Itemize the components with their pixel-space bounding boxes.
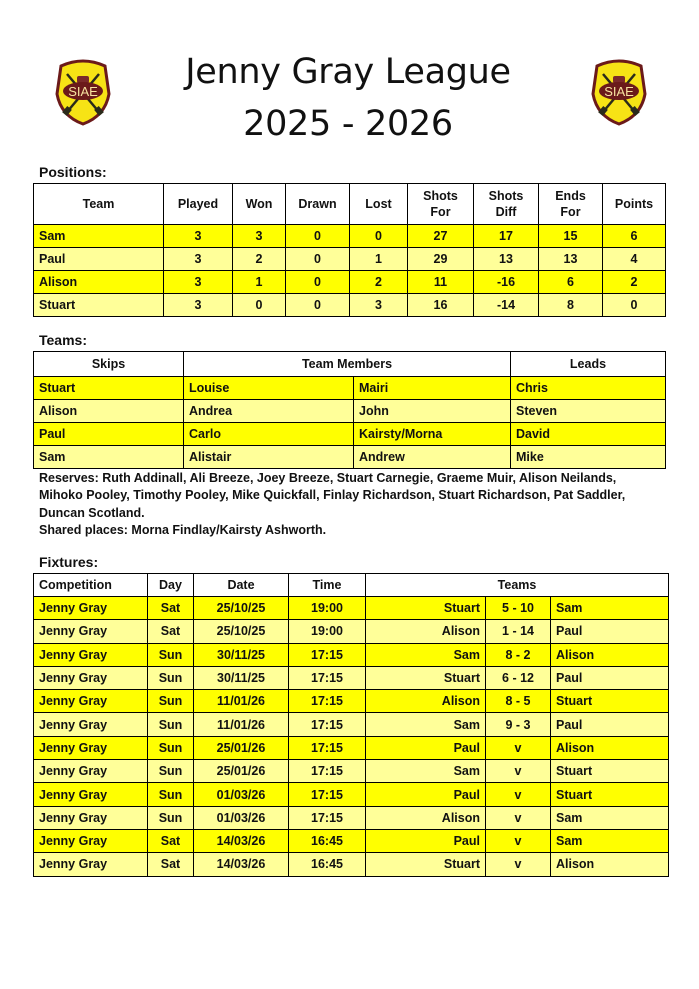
time: 16:45 [289, 853, 366, 876]
teams-table [33, 351, 666, 469]
competition: Jenny Gray [34, 760, 148, 783]
competition: Jenny Gray [34, 643, 148, 666]
home-team: Stuart [366, 597, 486, 620]
away-team: Paul [551, 713, 669, 736]
teams-row [34, 400, 666, 423]
drawn: 0 [286, 225, 350, 248]
away-team: Alison [551, 853, 669, 876]
day: Sat [148, 829, 194, 852]
skip: Alison [34, 400, 184, 423]
team-name: Paul [34, 248, 164, 271]
reserves-text: Reserves: Ruth Addinall, Ali Breeze, Joey Breeze, Stuart Carnegie, Graeme Muir, Alison Neilands, Mihoko Pooley, Timothy Pooley, Mike Quickfall, Finlay Richardson, Stuart Richardson, Pat Saddler, Duncan Scotland. [39, 471, 626, 520]
won: 0 [233, 294, 286, 317]
col-drawn: Drawn [286, 184, 350, 225]
away-team: Alison [551, 643, 669, 666]
fixture-row [34, 643, 669, 666]
lost: 0 [350, 225, 408, 248]
lead: Mike [511, 446, 666, 469]
member: Alistair [184, 446, 354, 469]
home-team: Sam [366, 713, 486, 736]
member: Mairi [354, 377, 511, 400]
competition: Jenny Gray [34, 806, 148, 829]
col-team: Team [34, 184, 164, 225]
skip: Stuart [34, 377, 184, 400]
fixture-row [34, 666, 669, 689]
time: 17:15 [289, 783, 366, 806]
points: 6 [603, 225, 666, 248]
lead: Steven [511, 400, 666, 423]
competition: Jenny Gray [34, 597, 148, 620]
date: 11/01/26 [194, 690, 289, 713]
page-title [150, 46, 546, 150]
shots-diff: 13 [474, 248, 539, 271]
fixtures-table [33, 573, 669, 877]
shared-places-text: Shared places: Morna Findlay/Kairsty Ashworth. [39, 522, 327, 537]
svg-text:SIAE: SIAE [68, 84, 98, 99]
score: 8 - 5 [486, 690, 551, 713]
date: 14/03/26 [194, 853, 289, 876]
home-team: Alison [366, 620, 486, 643]
home-team: Stuart [366, 666, 486, 689]
competition: Jenny Gray [34, 713, 148, 736]
away-team: Stuart [551, 783, 669, 806]
col-played: Played [164, 184, 233, 225]
team-name: Sam [34, 225, 164, 248]
shots-for: 27 [408, 225, 474, 248]
points: 2 [603, 271, 666, 294]
siae-shield-icon [589, 56, 649, 126]
ends-for: 6 [539, 271, 603, 294]
lost: 3 [350, 294, 408, 317]
date: 25/01/26 [194, 736, 289, 759]
home-team: Paul [366, 829, 486, 852]
score: 9 - 3 [486, 713, 551, 736]
siae-logo-left [53, 56, 113, 126]
away-team: Stuart [551, 760, 669, 783]
score: 8 - 2 [486, 643, 551, 666]
home-team: Paul [366, 736, 486, 759]
team-name: Stuart [34, 294, 164, 317]
col-lost: Lost [350, 184, 408, 225]
day: Sun [148, 713, 194, 736]
home-team: Sam [366, 643, 486, 666]
date: 30/11/25 [194, 666, 289, 689]
won: 3 [233, 225, 286, 248]
date: 25/10/25 [194, 597, 289, 620]
score: v [486, 760, 551, 783]
points: 4 [603, 248, 666, 271]
col-shots-for: Shots For [408, 184, 474, 225]
fixture-row [34, 760, 669, 783]
fixtures-heading: Fixtures: [39, 554, 99, 570]
member: Andrew [354, 446, 511, 469]
lost: 1 [350, 248, 408, 271]
col-skips: Skips [34, 352, 184, 377]
score: v [486, 736, 551, 759]
home-team: Alison [366, 690, 486, 713]
fixtures-header-row [34, 574, 669, 597]
score: v [486, 806, 551, 829]
member: Carlo [184, 423, 354, 446]
competition: Jenny Gray [34, 783, 148, 806]
col-shots-diff: Shots Diff [474, 184, 539, 225]
lead: Chris [511, 377, 666, 400]
score: v [486, 853, 551, 876]
day: Sun [148, 690, 194, 713]
teams-heading: Teams: [39, 332, 87, 348]
fixture-row [34, 806, 669, 829]
day: Sun [148, 666, 194, 689]
positions-heading: Positions: [39, 164, 107, 180]
member: Andrea [184, 400, 354, 423]
notes [39, 470, 659, 539]
home-team: Stuart [366, 853, 486, 876]
teams-row [34, 423, 666, 446]
col-time: Time [289, 574, 366, 597]
ends-for: 13 [539, 248, 603, 271]
col-ends-for: Ends For [539, 184, 603, 225]
shots-for: 16 [408, 294, 474, 317]
col-won: Won [233, 184, 286, 225]
positions-row [34, 271, 666, 294]
member: Kairsty/Morna [354, 423, 511, 446]
col-team-members: Team Members [184, 352, 511, 377]
fixture-row [34, 829, 669, 852]
competition: Jenny Gray [34, 620, 148, 643]
day: Sun [148, 806, 194, 829]
lost: 2 [350, 271, 408, 294]
member: Louise [184, 377, 354, 400]
played: 3 [164, 225, 233, 248]
time: 19:00 [289, 620, 366, 643]
fixture-row [34, 620, 669, 643]
shots-for: 29 [408, 248, 474, 271]
time: 17:15 [289, 666, 366, 689]
teams-row [34, 377, 666, 400]
shots-diff: -14 [474, 294, 539, 317]
score: v [486, 783, 551, 806]
skip: Sam [34, 446, 184, 469]
competition: Jenny Gray [34, 829, 148, 852]
svg-text:SIAE: SIAE [604, 84, 634, 99]
time: 17:15 [289, 690, 366, 713]
siae-shield-icon [53, 56, 113, 126]
away-team: Alison [551, 736, 669, 759]
date: 25/10/25 [194, 620, 289, 643]
away-team: Sam [551, 597, 669, 620]
day: Sun [148, 783, 194, 806]
away-team: Paul [551, 666, 669, 689]
time: 17:15 [289, 736, 366, 759]
home-team: Paul [366, 783, 486, 806]
fixture-row [34, 597, 669, 620]
day: Sat [148, 620, 194, 643]
title-line-1: Jenny Gray League [185, 52, 511, 92]
competition: Jenny Gray [34, 853, 148, 876]
positions-row [34, 294, 666, 317]
time: 19:00 [289, 597, 366, 620]
score: v [486, 829, 551, 852]
away-team: Sam [551, 829, 669, 852]
date: 11/01/26 [194, 713, 289, 736]
competition: Jenny Gray [34, 690, 148, 713]
drawn: 0 [286, 271, 350, 294]
competition: Jenny Gray [34, 666, 148, 689]
played: 3 [164, 271, 233, 294]
time: 17:15 [289, 760, 366, 783]
positions-row [34, 225, 666, 248]
points: 0 [603, 294, 666, 317]
date: 01/03/26 [194, 783, 289, 806]
shots-diff: -16 [474, 271, 539, 294]
skip: Paul [34, 423, 184, 446]
lead: David [511, 423, 666, 446]
date: 14/03/26 [194, 829, 289, 852]
day: Sat [148, 597, 194, 620]
date: 30/11/25 [194, 643, 289, 666]
col-day: Day [148, 574, 194, 597]
home-team: Sam [366, 760, 486, 783]
fixture-row [34, 853, 669, 876]
day: Sat [148, 853, 194, 876]
col-leads: Leads [511, 352, 666, 377]
drawn: 0 [286, 248, 350, 271]
fixture-row [34, 736, 669, 759]
fixture-row [34, 690, 669, 713]
score: 5 - 10 [486, 597, 551, 620]
away-team: Sam [551, 806, 669, 829]
teams-row [34, 446, 666, 469]
positions-row [34, 248, 666, 271]
won: 2 [233, 248, 286, 271]
won: 1 [233, 271, 286, 294]
day: Sun [148, 643, 194, 666]
drawn: 0 [286, 294, 350, 317]
score: 1 - 14 [486, 620, 551, 643]
time: 16:45 [289, 829, 366, 852]
played: 3 [164, 294, 233, 317]
col-teams: Teams [366, 574, 669, 597]
shots-diff: 17 [474, 225, 539, 248]
fixture-row [34, 713, 669, 736]
score: 6 - 12 [486, 666, 551, 689]
away-team: Stuart [551, 690, 669, 713]
fixture-row [34, 783, 669, 806]
siae-logo-right [589, 56, 649, 126]
away-team: Paul [551, 620, 669, 643]
positions-header-row [34, 184, 666, 225]
col-competition: Competition [34, 574, 148, 597]
time: 17:15 [289, 806, 366, 829]
competition: Jenny Gray [34, 736, 148, 759]
time: 17:15 [289, 643, 366, 666]
shots-for: 11 [408, 271, 474, 294]
team-name: Alison [34, 271, 164, 294]
played: 3 [164, 248, 233, 271]
positions-table [33, 183, 666, 317]
ends-for: 15 [539, 225, 603, 248]
member: John [354, 400, 511, 423]
title-line-2: 2025 - 2026 [243, 104, 453, 144]
date: 01/03/26 [194, 806, 289, 829]
col-date: Date [194, 574, 289, 597]
teams-header-row [34, 352, 666, 377]
time: 17:15 [289, 713, 366, 736]
col-points: Points [603, 184, 666, 225]
date: 25/01/26 [194, 760, 289, 783]
home-team: Alison [366, 806, 486, 829]
day: Sun [148, 760, 194, 783]
day: Sun [148, 736, 194, 759]
ends-for: 8 [539, 294, 603, 317]
